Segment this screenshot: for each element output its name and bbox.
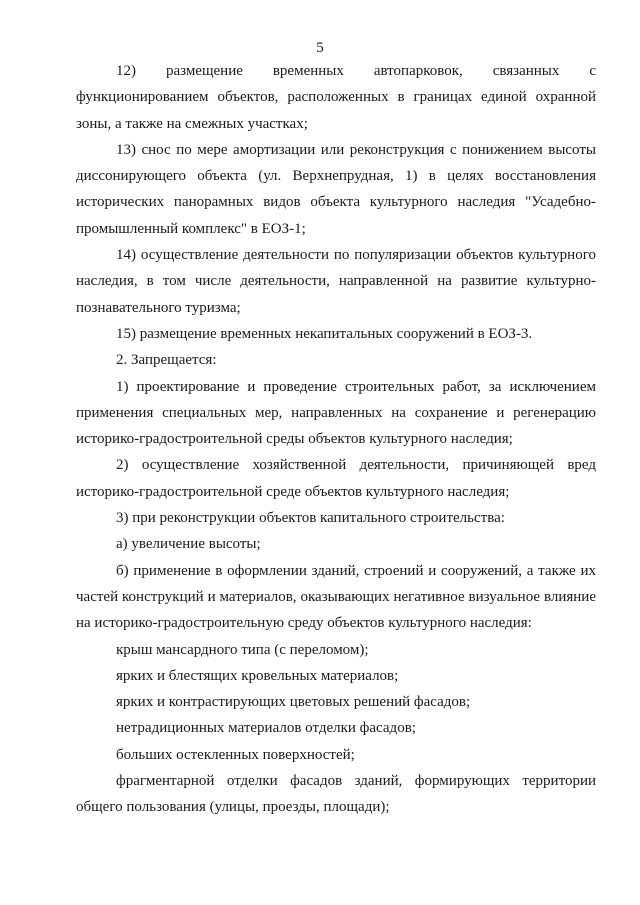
paragraph-item-13: 13) снос по мере амортизации или реконструкция с понижением высоты диссонирующего объекта (ул. Верхнепрудная, 1) в целях восстановления исторических панорамных видов объекта культурного наследия "Усадебно-промышленный комплекс" в ЕОЗ-1; <box>76 141 596 237</box>
paragraph-prohibited-1: 1) проектирование и проведение строительных работ, за исключением применения специальных мер, направленных на сохранение и регенерацию историко-градостроительной среды объектов культурного наследия; <box>76 378 596 448</box>
list-item-roofing-materials: ярких и блестящих кровельных материалов; <box>116 667 399 684</box>
list-item-fragmentary-finish: фрагментарной отделки фасадов зданий, формирующих территории общего пользования (улицы, проезды, площади); <box>76 773 596 816</box>
section-heading-prohibited: 2. Запрещается: <box>116 352 217 369</box>
paragraph-item-12: 12) размещение временных автопарковок, связанных с функционированием объектов, расположенных в границах единой охранной зоны, а также на смежных участках; <box>76 63 596 132</box>
list-item-glazed-surfaces: больших остекленных поверхностей; <box>116 746 355 763</box>
paragraph-item-14: 14) осуществление деятельности по популяризации объектов культурного наследия, в том числе деятельности, направленной на развитие культурно-познавательного туризма; <box>76 247 596 316</box>
subitem-a: а) увеличение высоты; <box>116 536 261 553</box>
paragraph-prohibited-3: 3) при реконструкции объектов капитального строительства: <box>116 510 505 527</box>
document-body <box>76 58 596 821</box>
paragraph-item-15: 15) размещение временных некапитальных сооружений в ЕОЗ-3. <box>116 325 533 342</box>
page-number: 5 <box>316 40 324 56</box>
list-item-roofs: крыш мансардного типа (с переломом); <box>116 641 369 658</box>
list-item-color-solutions: ярких и контрастирующих цветовых решений фасадов; <box>116 694 471 711</box>
paragraph-prohibited-2: 2) осуществление хозяйственной деятельности, причиняющей вред историко-градостроительной среде объектов культурного наследия; <box>76 457 596 500</box>
list-item-facade-materials: нетрадиционных материалов отделки фасадов; <box>116 720 416 737</box>
subitem-b: б) применение в оформлении зданий, строений и сооружений, а также их частей конструкций и материалов, оказывающих негативное визуальное влияние на историко-градостроительную среду объектов культурного наследия: <box>76 562 596 632</box>
